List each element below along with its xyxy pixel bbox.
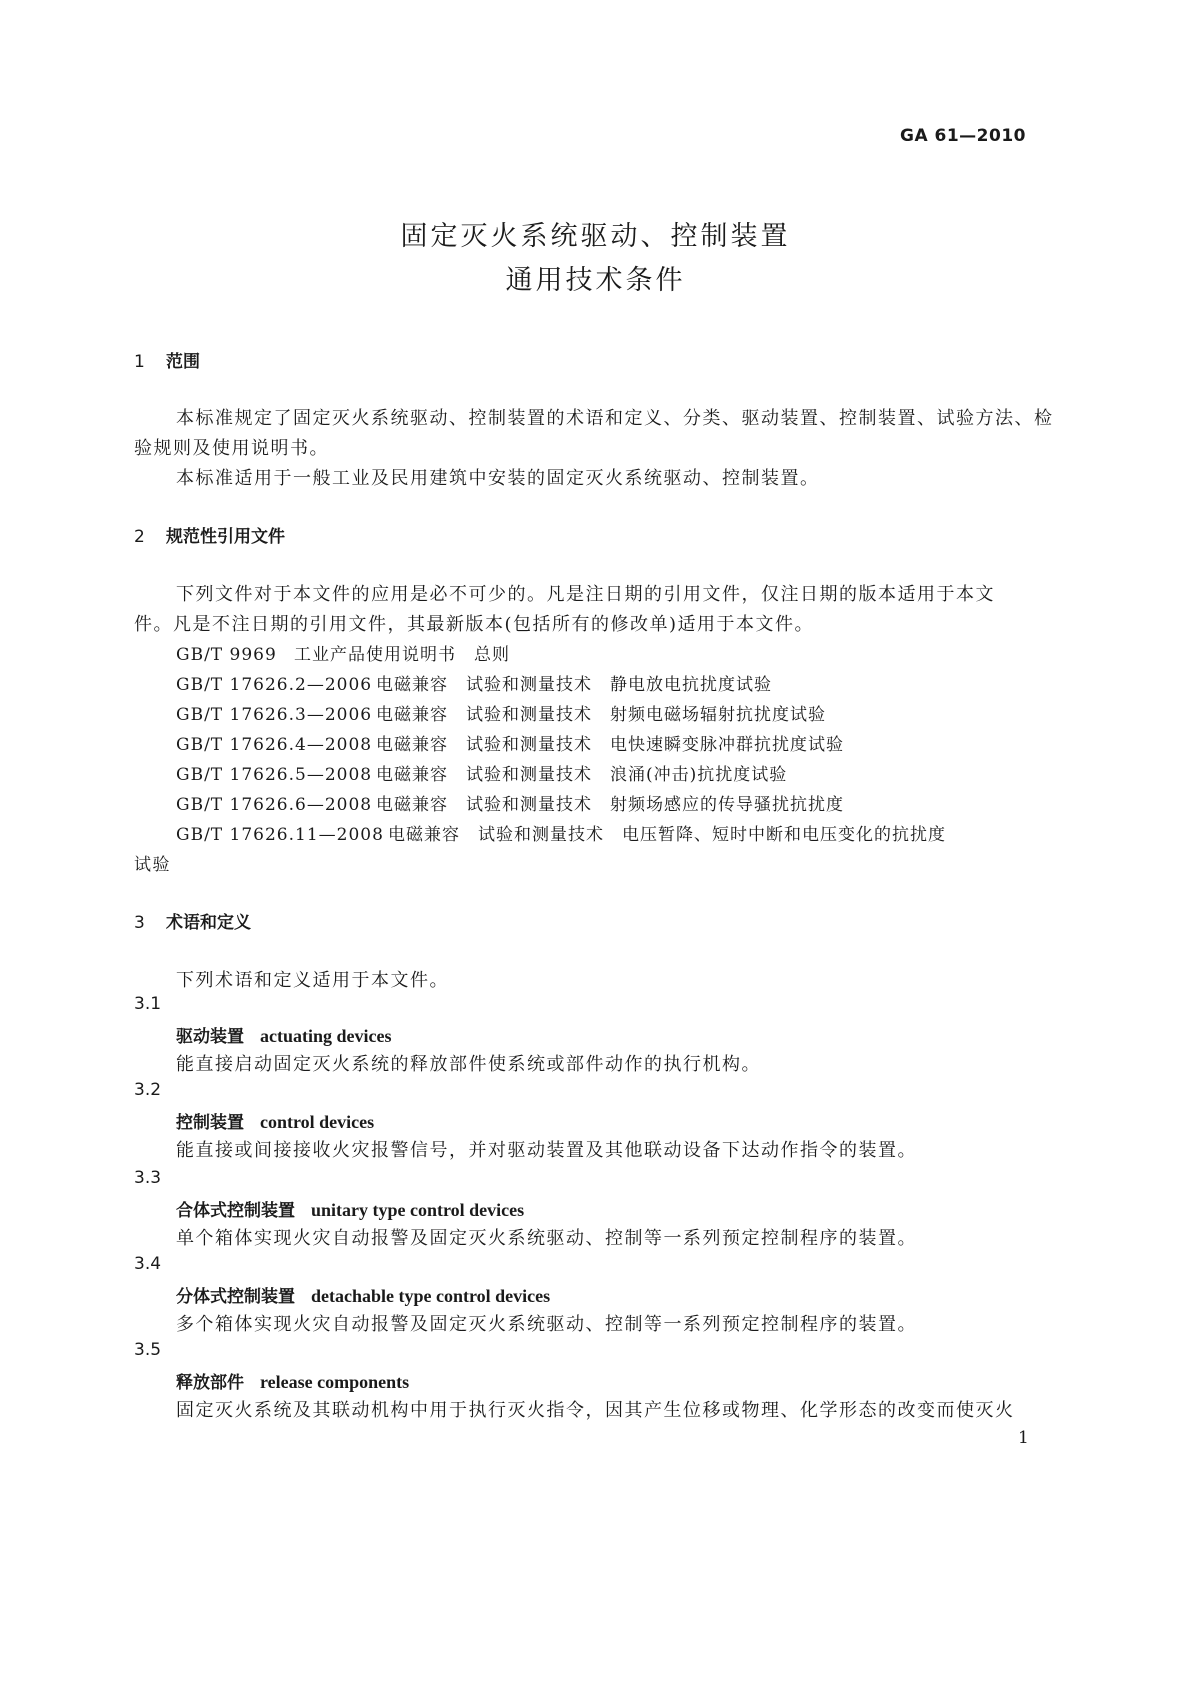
reference-code: GB/T 9969 bbox=[176, 645, 277, 665]
reference-item bbox=[176, 820, 946, 845]
paragraph: 下列术语和定义适用于本文件。 bbox=[176, 970, 449, 991]
document-title-line1: 固定灭火系统驱动、控制装置 bbox=[400, 221, 791, 252]
reference-title: 电磁兼容 试验和测量技术 射频电磁场辐射抗扰度试验 bbox=[376, 705, 826, 725]
reference-code: GB/T 17626.4—2008 bbox=[176, 735, 373, 755]
reference-item bbox=[176, 790, 844, 815]
term-number: 3.4 bbox=[134, 1254, 162, 1274]
term-definition: 多个箱体实现火灾自动报警及固定灭火系统驱动、控制等一系列预定控制程序的装置。 bbox=[176, 1314, 917, 1335]
term-english: control devices bbox=[260, 1112, 375, 1132]
paragraph-continuation: 验规则及使用说明书。 bbox=[134, 438, 329, 459]
term-definition: 能直接启动固定灭火系统的释放部件使系统或部件动作的执行机构。 bbox=[176, 1054, 761, 1075]
section-number: 3 bbox=[134, 913, 145, 933]
reference-continuation: 试验 bbox=[134, 855, 171, 875]
reference-title: 电磁兼容 试验和测量技术 电压暂降、短时中断和电压变化的抗扰度 bbox=[388, 825, 946, 845]
term-heading bbox=[176, 1368, 409, 1393]
term-chinese: 驱动装置 bbox=[176, 1027, 244, 1047]
term-chinese: 释放部件 bbox=[176, 1373, 244, 1393]
term-number: 3.5 bbox=[134, 1340, 162, 1360]
section-number: 1 bbox=[134, 352, 145, 372]
term-english: release components bbox=[260, 1372, 410, 1392]
paragraph: 下列文件对于本文件的应用是必不可少的。凡是注日期的引用文件，仅注日期的版本适用于本文 bbox=[176, 584, 995, 605]
reference-title: 电磁兼容 试验和测量技术 静电放电抗扰度试验 bbox=[376, 675, 772, 695]
reference-code: GB/T 17626.11—2008 bbox=[176, 825, 384, 845]
term-chinese: 合体式控制装置 bbox=[176, 1201, 295, 1221]
reference-item bbox=[176, 760, 787, 785]
reference-title: 电磁兼容 试验和测量技术 浪涌(冲击)抗扰度试验 bbox=[376, 765, 788, 785]
paragraph-continuation: 件。凡是不注日期的引用文件，其最新版本(包括所有的修改单)适用于本文件。 bbox=[134, 614, 815, 635]
section-2-heading bbox=[134, 522, 285, 547]
term-english: detachable type control devices bbox=[311, 1286, 551, 1306]
paragraph: 本标准适用于一般工业及民用建筑中安装的固定灭火系统驱动、控制装置。 bbox=[176, 468, 820, 489]
term-definition: 固定灭火系统及其联动机构中用于执行灭火指令，因其产生位移或物理、化学形态的改变而使灭火 bbox=[176, 1400, 1015, 1421]
section-title: 范围 bbox=[166, 352, 200, 372]
term-number: 3.1 bbox=[134, 994, 162, 1014]
reference-item bbox=[176, 670, 772, 695]
reference-item bbox=[176, 730, 844, 755]
term-english: actuating devices bbox=[260, 1026, 392, 1046]
reference-title: 工业产品使用说明书 总则 bbox=[294, 645, 510, 665]
term-heading bbox=[176, 1108, 374, 1133]
term-number: 3.3 bbox=[134, 1168, 162, 1188]
reference-title: 电磁兼容 试验和测量技术 电快速瞬变脉冲群抗扰度试验 bbox=[376, 735, 844, 755]
reference-item bbox=[176, 640, 510, 665]
page-number: 1 bbox=[1018, 1428, 1029, 1448]
term-chinese: 控制装置 bbox=[176, 1113, 244, 1133]
term-number: 3.2 bbox=[134, 1080, 162, 1100]
section-title: 术语和定义 bbox=[166, 913, 251, 933]
term-heading bbox=[176, 1196, 524, 1221]
term-definition: 单个箱体实现火灾自动报警及固定灭火系统驱动、控制等一系列预定控制程序的装置。 bbox=[176, 1228, 917, 1249]
reference-title: 电磁兼容 试验和测量技术 射频场感应的传导骚扰抗扰度 bbox=[376, 795, 844, 815]
term-chinese: 分体式控制装置 bbox=[176, 1287, 295, 1307]
term-heading bbox=[176, 1022, 391, 1047]
term-heading bbox=[176, 1282, 550, 1307]
standard-code: GA 61—2010 bbox=[900, 126, 1027, 146]
reference-code: GB/T 17626.3—2006 bbox=[176, 705, 373, 725]
section-1-heading bbox=[134, 347, 200, 372]
reference-code: GB/T 17626.6—2008 bbox=[176, 795, 373, 815]
reference-item bbox=[176, 700, 826, 725]
section-3-heading bbox=[134, 908, 251, 933]
document-title-line2: 通用技术条件 bbox=[505, 265, 686, 296]
term-definition: 能直接或间接接收火灾报警信号，并对驱动装置及其他联动设备下达动作指令的装置。 bbox=[176, 1140, 917, 1161]
section-title: 规范性引用文件 bbox=[166, 527, 285, 547]
paragraph: 本标准规定了固定灭火系统驱动、控制装置的术语和定义、分类、驱动装置、控制装置、试验方法、检 bbox=[176, 408, 1054, 429]
term-english: unitary type control devices bbox=[311, 1200, 525, 1220]
reference-code: GB/T 17626.5—2008 bbox=[176, 765, 373, 785]
section-number: 2 bbox=[134, 527, 145, 547]
reference-code: GB/T 17626.2—2006 bbox=[176, 675, 373, 695]
